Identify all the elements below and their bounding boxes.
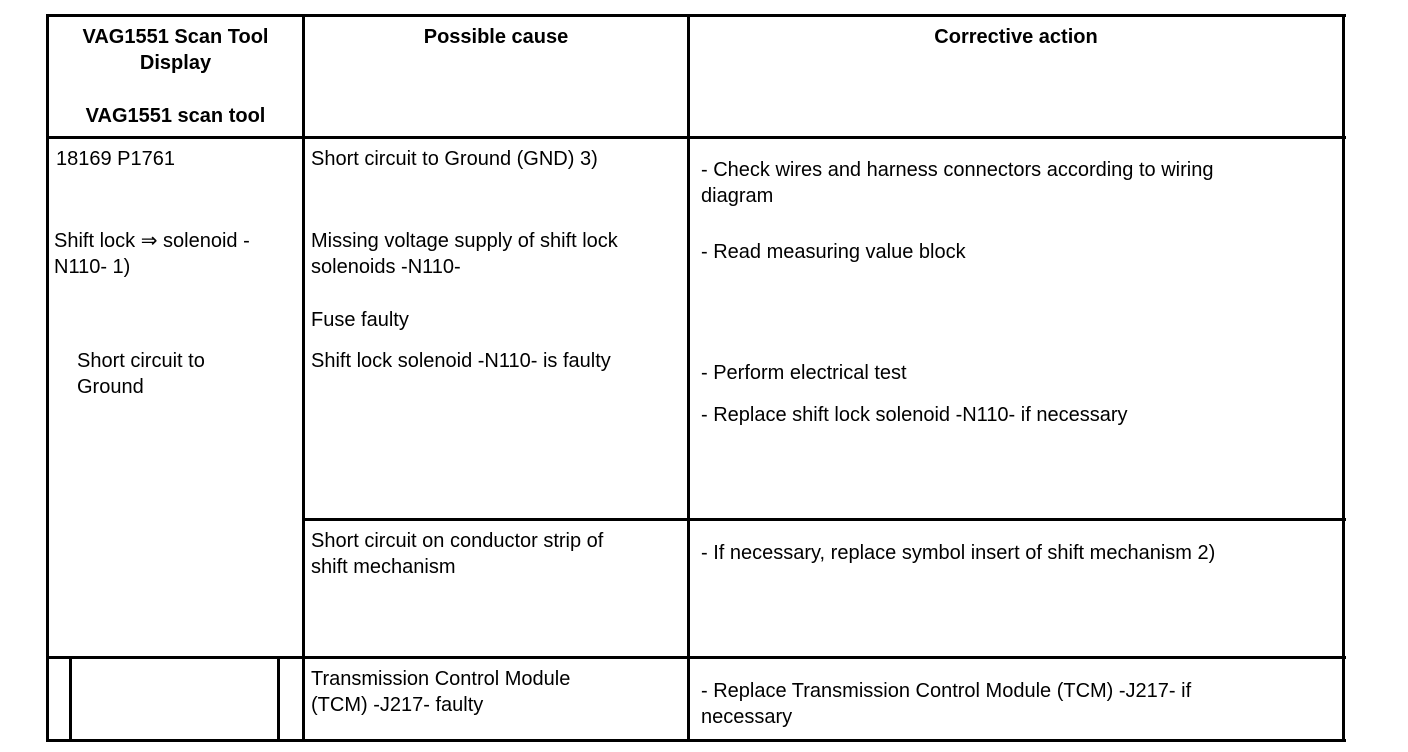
row-divider-2 [46,656,1346,659]
action-check-wires-line1: - Check wires and harness connectors according to wiring [701,159,1214,181]
cause-solenoid-faulty: Shift lock solenoid -N110- is faulty [311,350,611,372]
cause-fuse-faulty: Fuse faulty [311,309,409,331]
fault-type-line2: Ground [77,376,144,398]
action-electrical-test: - Perform electrical test [701,362,907,384]
fault-description-line2: N110- 1) [54,256,131,278]
table-border-top [46,14,1346,17]
table-border-bottom [46,739,1346,742]
action-replace-symbol-insert: - If necessary, replace symbol insert of shift mechanism 2) [701,542,1216,564]
header-corrective-action: Corrective action [934,26,1098,48]
action-check-wires-line2: diagram [701,185,774,207]
column-divider-1 [302,14,305,742]
action-replace-tcm-line2: necessary [701,706,793,728]
header-display-line1: VAG1551 Scan Tool [82,26,269,48]
fault-description-line1: Shift lock ⇒ solenoid - [54,230,250,252]
action-replace-solenoid: - Replace shift lock solenoid -N110- if necessary [701,404,1128,426]
header-display-line2: Display [139,52,212,74]
table-border-right [1342,14,1345,742]
header-display-line3: VAG1551 scan tool [85,105,266,127]
cause-missing-voltage-line2: solenoids -N110- [311,256,461,278]
cause-tcm-faulty-line2: (TCM) -J217- faulty [311,694,484,716]
action-replace-tcm-line1: - Replace Transmission Control Module (TCM) -J217- if [701,680,1192,702]
cause-short-circuit-ground: Short circuit to Ground (GND) 3) [311,148,598,170]
cause-tcm-faulty-line1: Transmission Control Module [311,668,571,690]
cause-missing-voltage-line1: Missing voltage supply of shift lock [311,230,618,252]
header-possible-cause: Possible cause [423,26,569,48]
cause-conductor-strip-line1: Short circuit on conductor strip of [311,530,604,552]
cause-conductor-strip-line2: shift mechanism [311,556,456,578]
last-row-inner-border-left [69,656,72,742]
header-divider [46,136,1346,139]
fault-code: 18169 P1761 [56,148,176,170]
last-row-inner-border-right [277,656,280,742]
row-divider-1 [303,518,1346,521]
fault-type-line1: Short circuit to [77,350,205,372]
column-divider-2 [687,14,690,742]
action-read-measuring-block: - Read measuring value block [701,241,966,263]
